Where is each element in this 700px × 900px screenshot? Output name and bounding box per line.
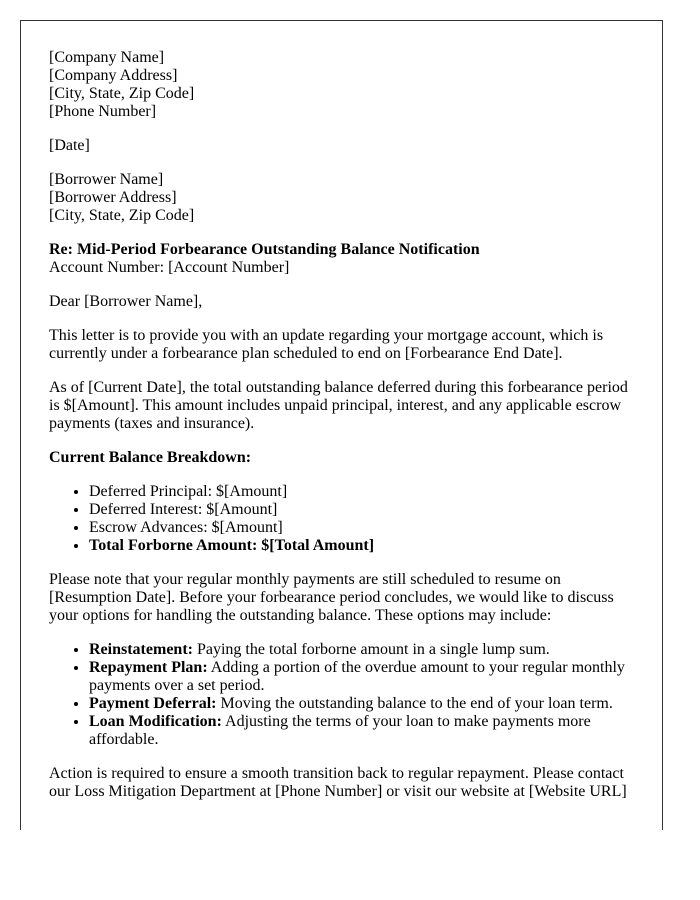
list-item xyxy=(89,695,632,713)
option-label: Loan Modification: xyxy=(89,713,222,730)
subject-block xyxy=(49,241,632,277)
paragraph-action: Action is required to ensure a smooth transition back to regular repayment. Please contact our Loss Mitigation Department at [Phone Number] or visit our website at [Website URL] xyxy=(49,765,627,800)
options-list xyxy=(49,641,632,749)
list-item: • Escrow Advances: $[Amount] xyxy=(89,519,632,537)
company-city: [City, State, Zip Code] xyxy=(49,85,195,102)
option-text: Paying the total forborne amount in a single lump sum. xyxy=(192,641,550,658)
letter-date: [Date] xyxy=(49,137,90,154)
letter-page xyxy=(20,20,663,830)
list-item: • Deferred Interest: $[Amount] xyxy=(89,501,632,519)
list-item xyxy=(89,713,632,749)
company-name: [Company Name] xyxy=(49,49,165,66)
borrower-city: [City, State, Zip Code] xyxy=(49,207,195,224)
paragraph-intro: This letter is to provide you with an update regarding your mortgage account, which is currently under a forbearance plan scheduled to end on [Forbearance End Date]. xyxy=(49,327,604,362)
paragraph-options: Please note that your regular monthly payments are still scheduled to resume on [Resumption Date]. Before your forbearance period concludes, we would like to discuss your options for handling the outstanding balance. These options may include: xyxy=(49,571,614,624)
total-text: Total Forborne Amount: $[Total Amount] xyxy=(89,537,375,554)
borrower-address: [Borrower Address] xyxy=(49,189,177,206)
option-text: Adding a portion of the overdue amount to your regular monthly payments over a set period. xyxy=(89,659,625,694)
option-text: Adjusting the terms of your loan to make payments more affordable. xyxy=(89,713,591,748)
sender-block xyxy=(49,49,632,121)
company-address: [Company Address] xyxy=(49,67,178,84)
list-item: • Deferred Principal: $[Amount] xyxy=(89,483,632,501)
list-item xyxy=(89,641,632,659)
account-number: Account Number: [Account Number] xyxy=(49,259,290,276)
borrower-name: [Borrower Name] xyxy=(49,171,164,188)
list-item-total xyxy=(89,537,632,555)
list-item xyxy=(89,659,632,695)
option-text: Moving the outstanding balance to the end of your loan term. xyxy=(216,695,613,712)
paragraph-balance: As of [Current Date], the total outstanding balance deferred during this forbearance period is $[Amount]. This amount includes unpaid principal, interest, and any applicable escrow payments (taxes and insurance). xyxy=(49,379,628,432)
company-phone: [Phone Number] xyxy=(49,103,157,120)
recipient-block xyxy=(49,171,632,225)
subject-line: Re: Mid-Period Forbearance Outstanding Balance Notification xyxy=(49,241,480,258)
breakdown-heading xyxy=(49,449,632,467)
option-label: Repayment Plan: xyxy=(89,659,208,676)
option-label: Payment Deferral: xyxy=(89,695,217,712)
breakdown-list xyxy=(49,483,632,555)
breakdown-heading-text: Current Balance Breakdown: xyxy=(49,449,252,466)
salutation: Dear [Borrower Name], xyxy=(49,293,203,310)
option-label: Reinstatement: xyxy=(89,641,193,658)
